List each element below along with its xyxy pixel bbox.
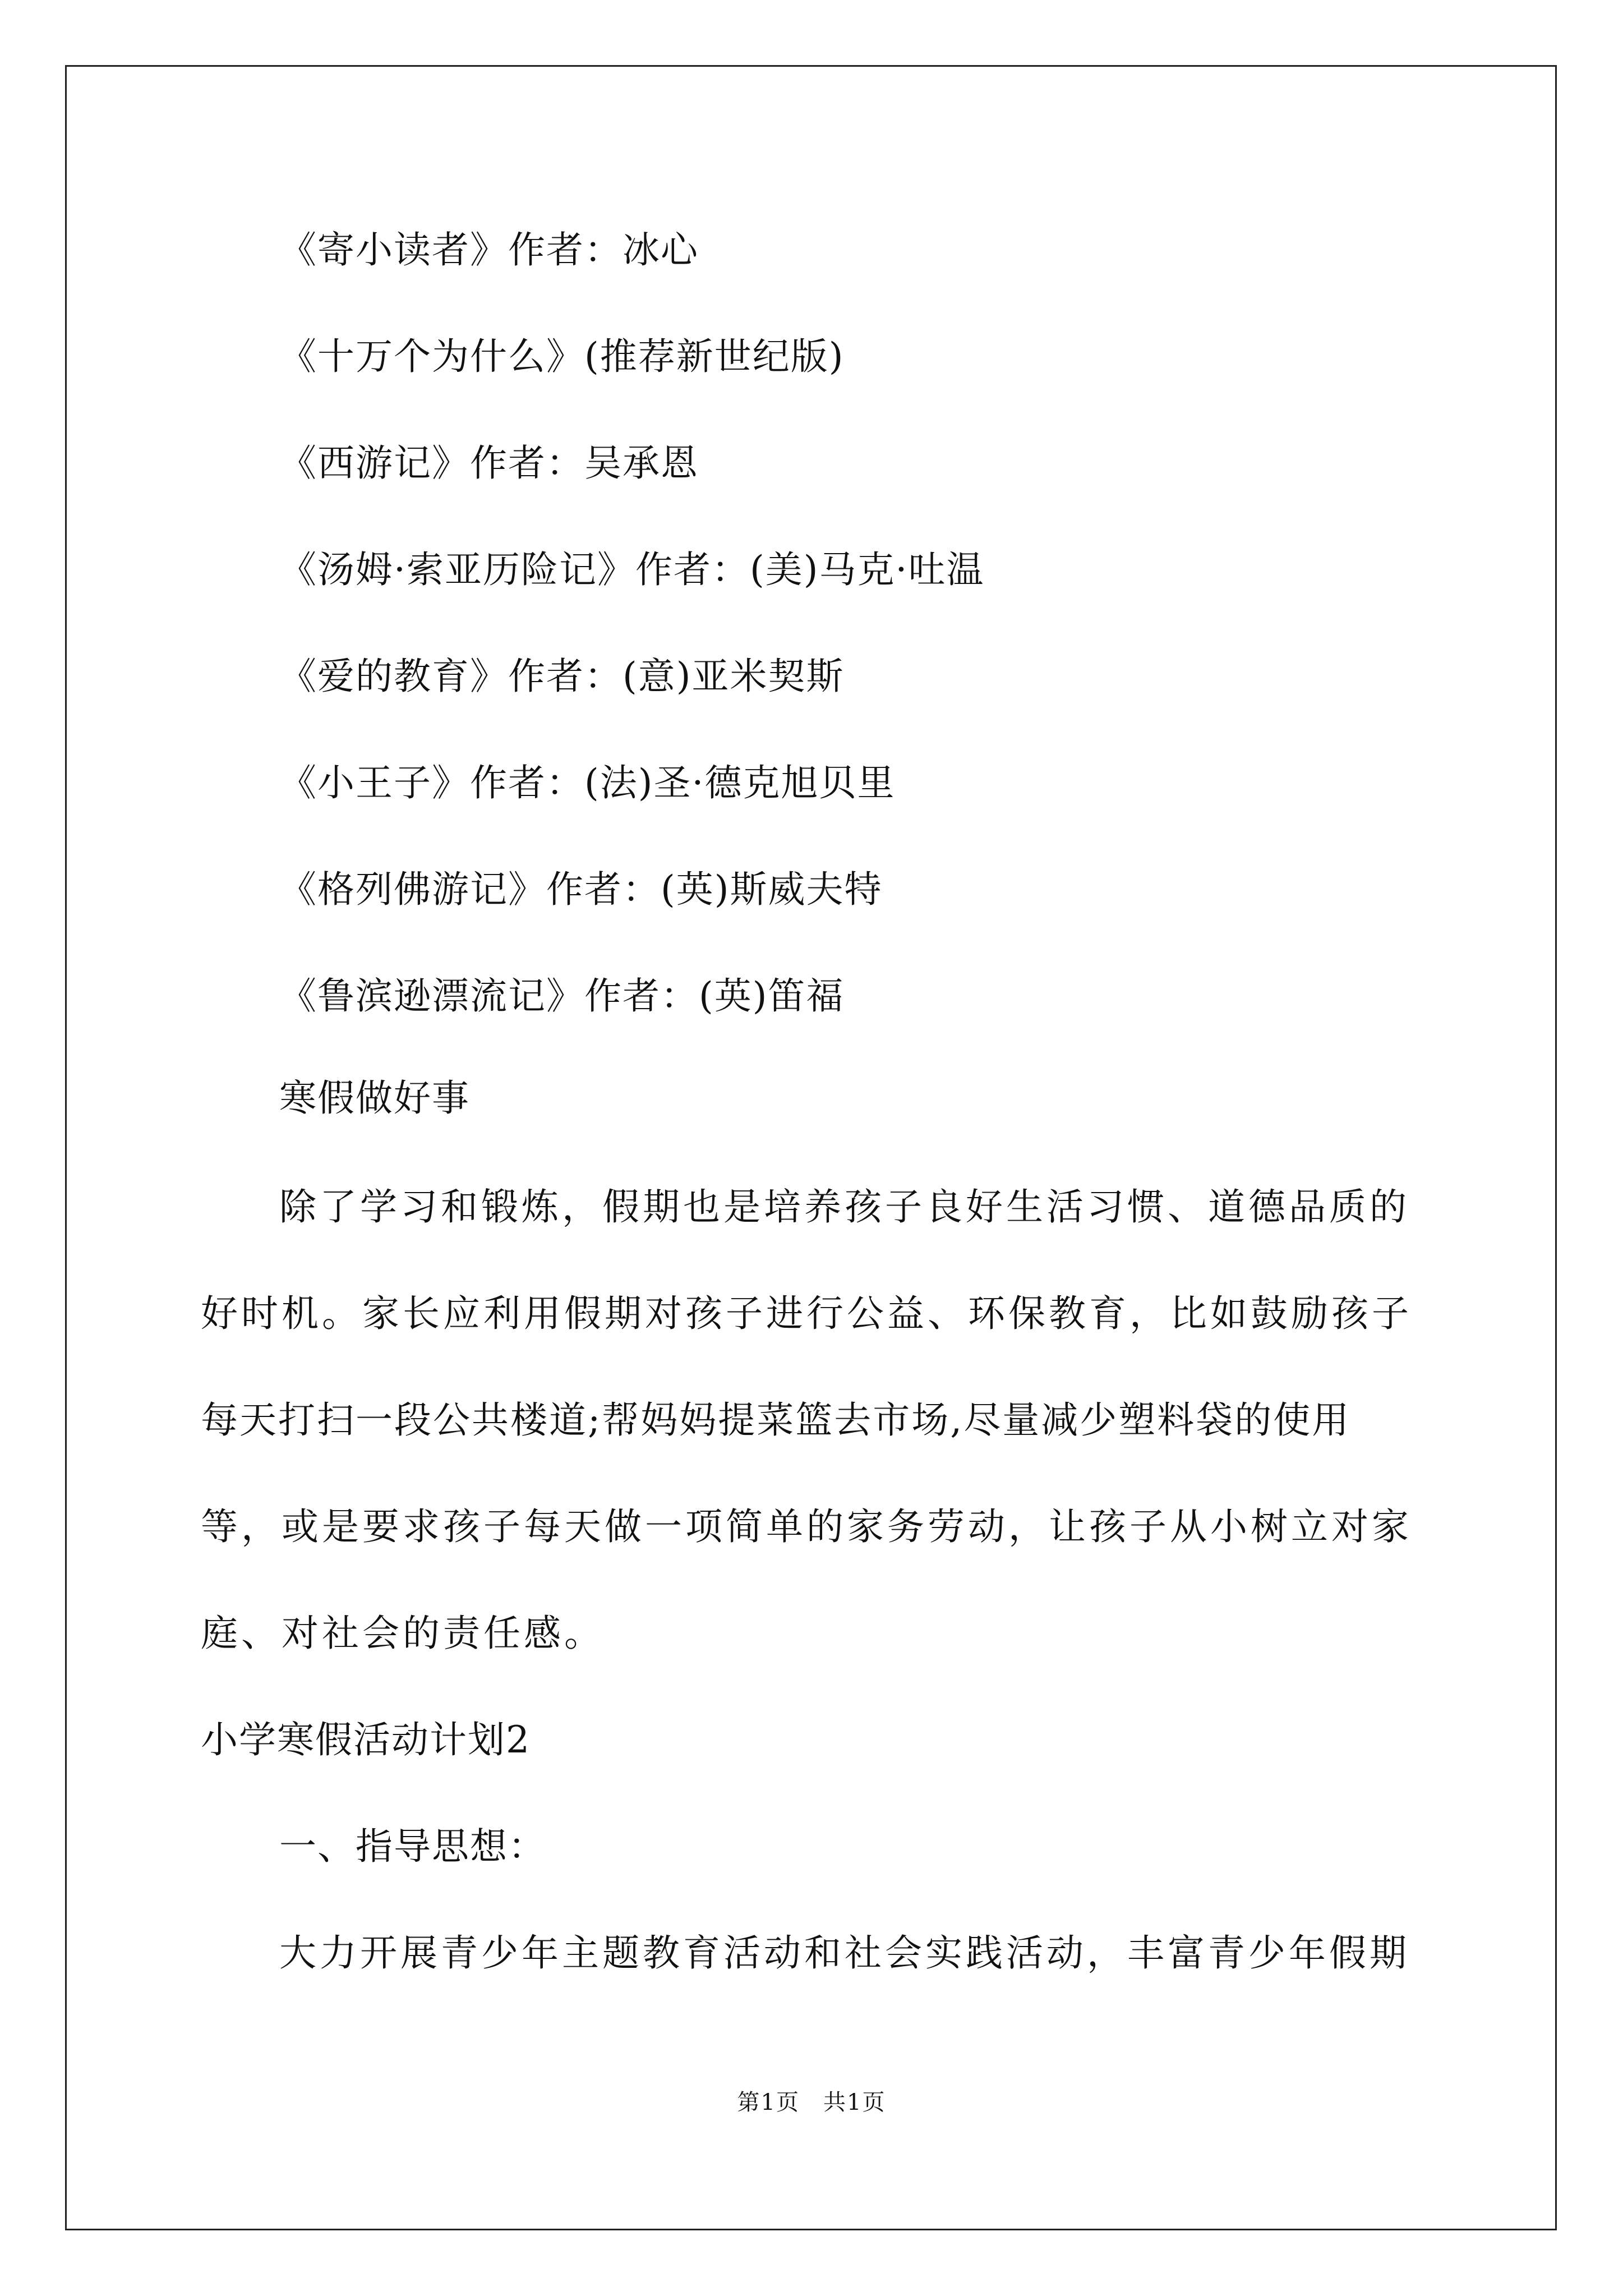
book-line-1: 《寄小读者》作者：冰心 <box>279 228 699 272</box>
book-line-2: 《十万个为什么》(推荐新世纪版) <box>279 335 845 378</box>
book-line-4: 《汤姆·索亚历险记》作者：(美)马克·吐温 <box>279 548 985 591</box>
book-line-5: 《爱的教育》作者：(意)亚米契斯 <box>279 655 845 698</box>
paragraph-line-3: 每天打扫一段公共楼道;帮妈妈提菜篮去市场,尽量减少塑料袋的使用 <box>201 1398 1351 1442</box>
book-line-3: 《西游记》作者：吴承恩 <box>279 441 699 485</box>
paragraph-line-2: 好时机。家长应利用假期对孩子进行公益、环保教育，比如鼓励孩子 <box>201 1292 1412 1335</box>
paragraph-last-line: 大力开展青少年主题教育活动和社会实践活动，丰富青少年假期 <box>279 1931 1410 1975</box>
heading-good-deeds: 寒假做好事 <box>279 1076 470 1120</box>
paragraph-line-5: 庭、对社会的责任感。 <box>201 1612 605 1655</box>
book-line-7: 《格列佛游记》作者：(英)斯威夫特 <box>279 868 883 911</box>
page-footer: 第1页 共1页 <box>737 2090 886 2115</box>
section-title: 小学寒假活动计划2 <box>201 1718 531 1761</box>
paragraph-line-4: 等，或是要求孩子每天做一项简单的家务劳动，让孩子从小树立对家 <box>201 1505 1412 1548</box>
book-line-8: 《鲁滨逊漂流记》作者：(英)笛福 <box>279 974 845 1018</box>
book-line-6: 《小王子》作者：(法)圣·德克旭贝里 <box>279 761 896 804</box>
paragraph-line-1: 除了学习和锻炼，假期也是培养孩子良好生活习惯、道德品质的 <box>279 1185 1410 1228</box>
subheading-guiding-thought: 一、指导思想： <box>279 1825 546 1868</box>
page-border <box>65 65 1557 2230</box>
